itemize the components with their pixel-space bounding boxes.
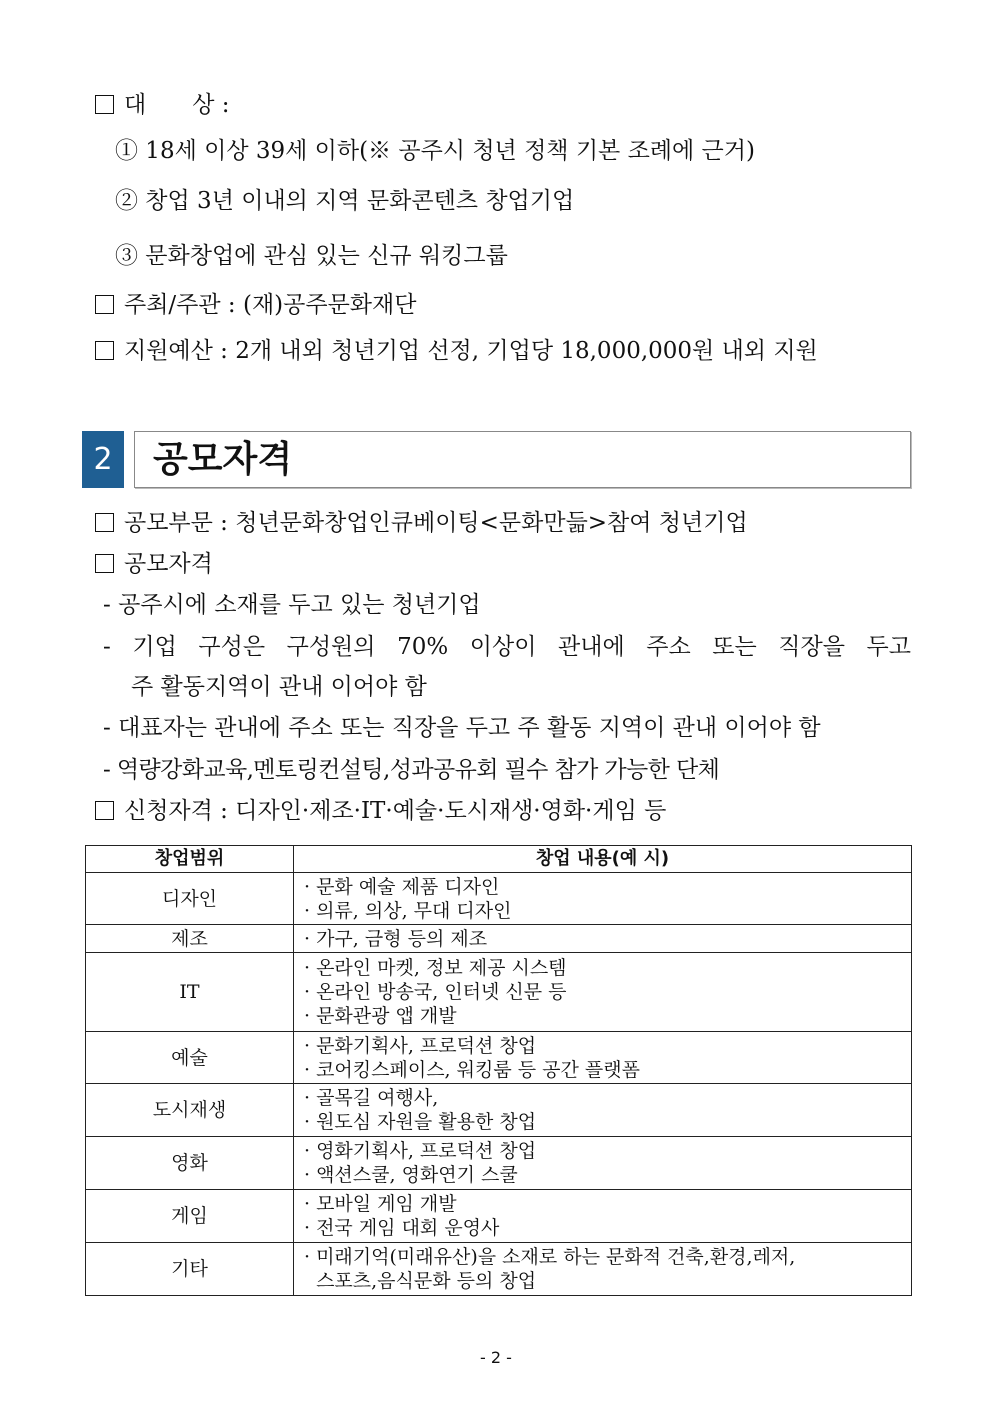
checkbox-square-icon xyxy=(95,341,114,360)
section-number: 2 xyxy=(82,431,124,488)
table-row xyxy=(86,1084,912,1137)
field-line: 공모부문 : 청년문화창업인큐베이팅<문화만듦>참여 청년기업 xyxy=(95,508,748,538)
qualification-item-4: - 역량강화교육,멘토링컨설팅,성과공유회 필수 참가 가능한 단체 xyxy=(103,757,720,783)
table-row xyxy=(86,1032,912,1084)
table-cell-content xyxy=(294,1137,912,1190)
content-line: · 온라인 마켓, 정보 제공 시스템 xyxy=(304,957,567,979)
content-line: · 문화관광 앱 개발 xyxy=(304,1005,457,1027)
table-header-row xyxy=(86,846,912,873)
content-line: · 모바일 게임 개발 xyxy=(304,1193,457,1215)
table-cell-category: 기타 xyxy=(86,1243,294,1296)
content-line: · 의류, 의상, 무대 디자인 xyxy=(304,899,512,922)
target-item-1: ① 18세 이상 39세 이하(※ 공주시 청년 정책 기본 조례에 근거) xyxy=(115,138,755,164)
apply-line: 신청자격 : 디자인·제조·IT·예술·도시재생·영화·게임 등 xyxy=(95,796,666,826)
content-line: · 액션스쿨, 영화연기 스쿨 xyxy=(304,1164,518,1186)
target-heading: 대 상 : xyxy=(95,90,230,120)
checkbox-square-icon xyxy=(95,513,114,532)
table-cell-content xyxy=(294,1032,912,1084)
section-title: 공모자격 xyxy=(153,439,293,480)
qualification-heading: 공모자격 xyxy=(95,549,213,579)
table-row xyxy=(86,1243,912,1296)
table-cell-content xyxy=(294,925,912,953)
target-item-3: ③ 문화창업에 관심 있는 신규 워킹그룹 xyxy=(115,243,508,269)
qualification-item-2-cont: 주 활동지역이 관내 이어야 함 xyxy=(131,674,427,700)
content-line: 스포츠,음식문화 등의 창업 xyxy=(304,1270,537,1292)
content-line: · 문화 예술 제품 디자인 xyxy=(304,875,500,898)
table-cell-category: IT xyxy=(86,953,294,1032)
table-cell-content xyxy=(294,1243,912,1296)
checkbox-square-icon xyxy=(95,554,114,573)
content-line: · 가구, 금형 등의 제조 xyxy=(304,927,488,950)
table-cell-category: 도시재생 xyxy=(86,1084,294,1137)
table-row xyxy=(86,953,912,1032)
section-title-box xyxy=(134,431,911,488)
qualification-item-2: - 기업 구성은 구성원의 70% 이상이 관내에 주소 또는 직장을 두고 xyxy=(103,634,911,660)
content-line: · 전국 게임 대회 운영사 xyxy=(304,1217,500,1239)
table-body xyxy=(86,873,912,1296)
table-cell-category: 게임 xyxy=(86,1190,294,1243)
page-number: - 2 - xyxy=(480,1348,512,1367)
checkbox-square-icon xyxy=(95,801,114,820)
startup-scope-table xyxy=(85,845,912,1296)
checkbox-square-icon xyxy=(95,95,114,114)
qualification-item-3: - 대표자는 관내에 주소 또는 직장을 두고 주 활동 지역이 관내 이어야 함 xyxy=(103,715,821,741)
target-item-2: ② 창업 3년 이내의 지역 문화콘텐츠 창업기업 xyxy=(115,188,575,214)
table-cell-category: 디자인 xyxy=(86,873,294,925)
content-line: · 온라인 방송국, 인터넷 신문 등 xyxy=(304,981,567,1003)
table-cell-content xyxy=(294,1190,912,1243)
table-row xyxy=(86,1190,912,1243)
table-row xyxy=(86,1137,912,1190)
table-row xyxy=(86,925,912,953)
qualification-item-1: - 공주시에 소재를 두고 있는 청년기업 xyxy=(103,592,481,618)
table-header-category: 창업범위 xyxy=(86,846,294,873)
content-line: · 문화기획사, 프로덕션 창업 xyxy=(304,1034,537,1057)
table-header-content: 창업 내용(예 시) xyxy=(294,846,912,873)
host-line: 주최/주관 : (재)공주문화재단 xyxy=(95,290,416,320)
table-row xyxy=(86,873,912,925)
table-cell-content xyxy=(294,953,912,1032)
table-cell-category: 예술 xyxy=(86,1032,294,1084)
table-cell-content xyxy=(294,1084,912,1137)
content-line: · 원도심 자원을 활용한 창업 xyxy=(304,1111,537,1133)
table-cell-content xyxy=(294,873,912,925)
content-line: · 골목길 여행사, xyxy=(304,1087,439,1109)
table-cell-category: 제조 xyxy=(86,925,294,953)
table-cell-category: 영화 xyxy=(86,1137,294,1190)
budget-line: 지원예산 : 2개 내외 청년기업 선정, 기업당 18,000,000원 내외 지원 xyxy=(95,336,818,366)
content-line: · 미래기억(미래유산)을 소재로 하는 문화적 건축,환경,레저, xyxy=(304,1246,796,1268)
checkbox-square-icon xyxy=(95,295,114,314)
content-line: · 영화기획사, 프로덕션 창업 xyxy=(304,1140,537,1162)
content-line: · 코어킹스페이스, 워킹룸 등 공간 플랫폼 xyxy=(304,1058,640,1081)
